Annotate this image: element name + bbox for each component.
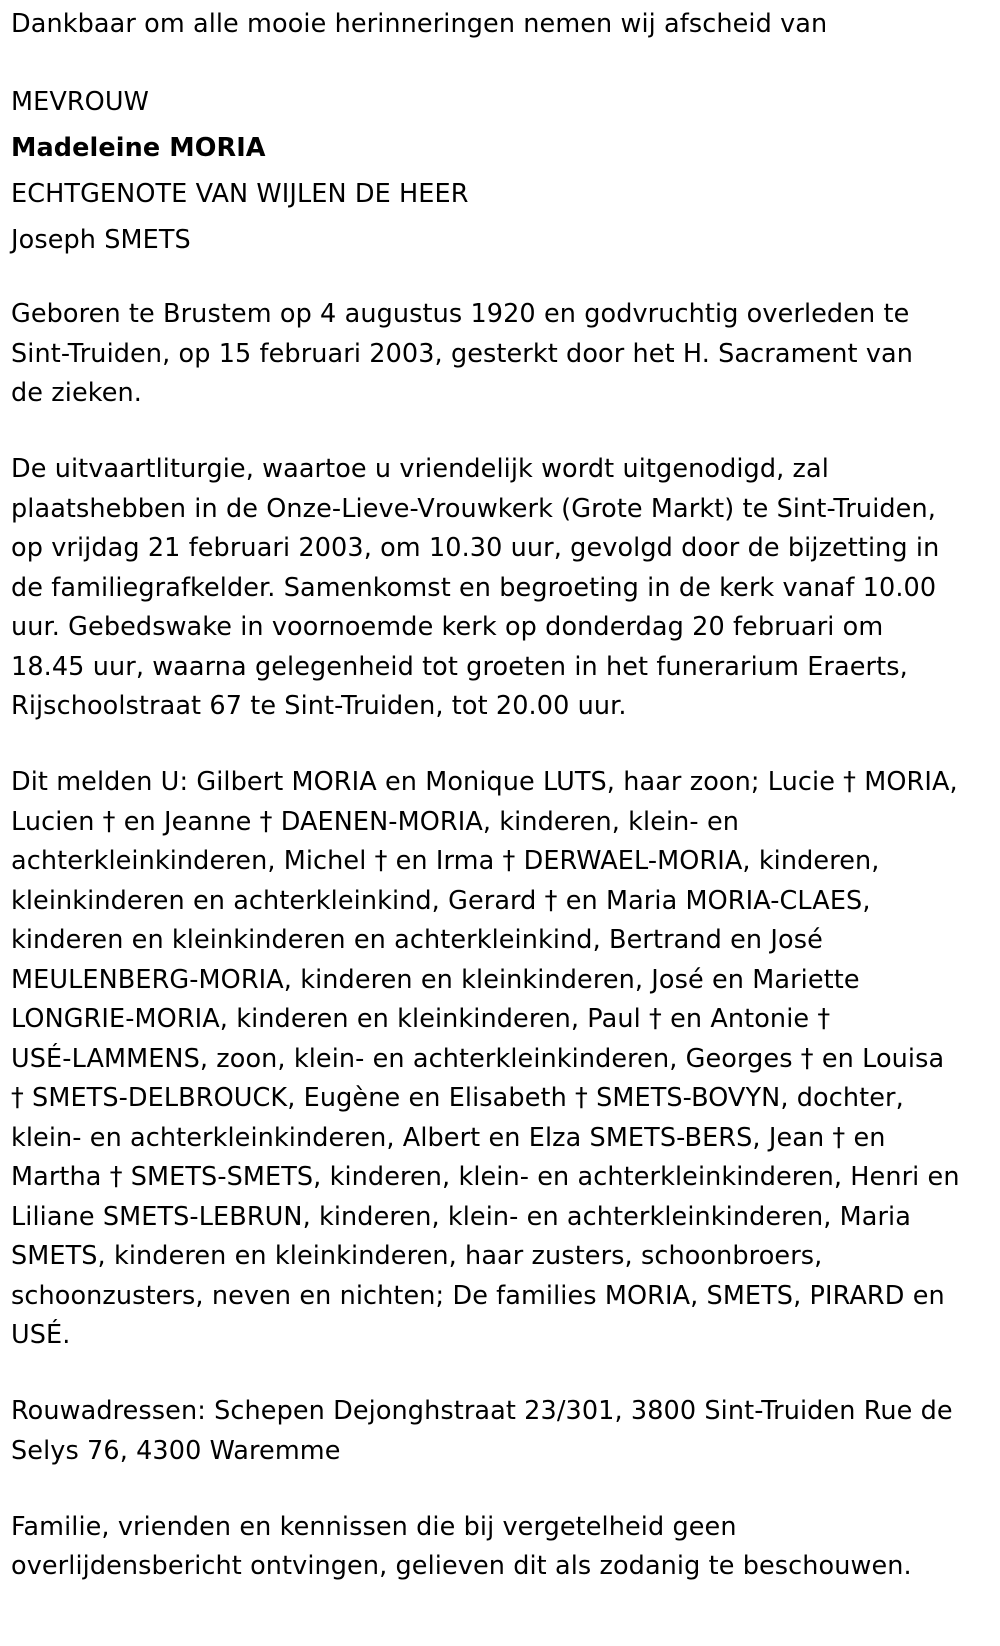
relation-line: ECHTGENOTE VAN WIJLEN DE HEER [11, 179, 469, 209]
spouse-name: Joseph SMETS [11, 225, 191, 255]
paragraph-line: Dit melden U: Gilbert MORIA en Monique LUTS, haar zoon; Lucie † MORIA, [11, 767, 958, 797]
paragraph-line: kinderen en kleinkinderen en achterkleinkind, Bertrand en José [11, 925, 823, 955]
paragraph-line: uur. Gebedswake in voornoemde kerk op donderdag 20 februari om [11, 612, 884, 642]
paragraph-line: Liliane SMETS-LEBRUN, kinderen, klein- en achterkleinkinderen, Maria [11, 1201, 911, 1232]
paragraph-line: klein- en achterkleinkinderen, Albert en Elza SMETS-BERS, Jean † en [11, 1122, 886, 1153]
honorific: MEVROUW [11, 87, 149, 117]
paragraph-line: LONGRIE-MORIA, kinderen en kleinkinderen, Paul † en Antonie † [11, 1004, 831, 1034]
paragraph-line: SMETS, kinderen en kleinkinderen, haar zusters, schoonbroers, [11, 1241, 823, 1271]
paragraph-line: Sint-Truiden, op 15 februari 2003, gesterkt door het H. Sacrament van [11, 338, 914, 369]
paragraph-line: schoonzusters, neven en nichten; De families MORIA, SMETS, PIRARD en [11, 1280, 945, 1311]
obituary-notice [11, 0, 991, 1587]
intro-line: Dankbaar om alle mooie herinneringen nemen wij afscheid van [11, 9, 828, 39]
closing-paragraph [11, 1508, 991, 1587]
announcement-paragraph [11, 763, 991, 1356]
paragraph-line: Selys 76, 4300 Waremme [11, 1435, 341, 1466]
paragraph-line: MEULENBERG-MORIA, kinderen en kleinkinderen, José en Mariette [11, 964, 860, 995]
paragraph-line: 18.45 uur, waarna gelegenheid tot groeten in het funerarium Eraerts, [11, 651, 908, 682]
paragraph-line: de zieken. [11, 378, 142, 408]
birth-death-paragraph [11, 295, 991, 414]
spacer [11, 1356, 991, 1393]
paragraph-line: overlijdensbericht ontvingen, gelieven dit als zodanig te beschouwen. [11, 1551, 912, 1581]
addresses-paragraph [11, 1392, 991, 1471]
spacer [11, 1471, 991, 1508]
paragraph-line: achterkleinkinderen, Michel † en Irma † DERWAEL-MORIA, kinderen, [11, 846, 880, 876]
deceased-name: Madeleine MORIA [11, 133, 266, 163]
paragraph-line: de familiegrafkelder. Samenkomst en begroeting in de kerk vanaf 10.00 [11, 572, 937, 603]
paragraph-line: Rouwadressen: Schepen Dejonghstraat 23/301, 3800 Sint-Truiden Rue de [11, 1396, 953, 1426]
paragraph-line: Familie, vrienden en kennissen die bij vergetelheid geen [11, 1511, 737, 1542]
funeral-paragraph [11, 450, 991, 727]
paragraph-line: kleinkinderen en achterkleinkind, Gerard † en Maria MORIA-CLAES, [11, 885, 871, 916]
spacer [11, 414, 991, 451]
paragraph-line: Martha † SMETS-SMETS, kinderen, klein- en achterkleinkinderen, Henri en [11, 1162, 960, 1192]
paragraph-line: op vrijdag 21 februari 2003, om 10.30 uur, gevolgd door de bijzetting in [11, 533, 940, 563]
paragraph-line: Lucien † en Jeanne † DAENEN-MORIA, kinderen, klein- en [11, 806, 739, 837]
paragraph-line: † SMETS-DELBROUCK, Eugène en Elisabeth † SMETS-BOVYN, dochter, [11, 1083, 904, 1113]
spacer [11, 259, 991, 295]
spacer [11, 44, 991, 75]
spacer [11, 727, 991, 764]
paragraph-line: De uitvaartliturgie, waartoe u vriendelijk wordt uitgenodigd, zal [11, 454, 829, 484]
paragraph-line: USÉ-LAMMENS, zoon, klein- en achterkleinkinderen, Georges † en Louisa [11, 1043, 945, 1074]
paragraph-line: USÉ. [11, 1320, 71, 1350]
paragraph-line: plaatshebben in de Onze-Lieve-Vrouwkerk (Grote Markt) te Sint-Truiden, [11, 493, 936, 524]
paragraph-line: Rijschoolstraat 67 te Sint-Truiden, tot 20.00 uur. [11, 691, 627, 721]
paragraph-line: Geboren te Brustem op 4 augustus 1920 en godvruchtig overleden te [11, 299, 910, 329]
